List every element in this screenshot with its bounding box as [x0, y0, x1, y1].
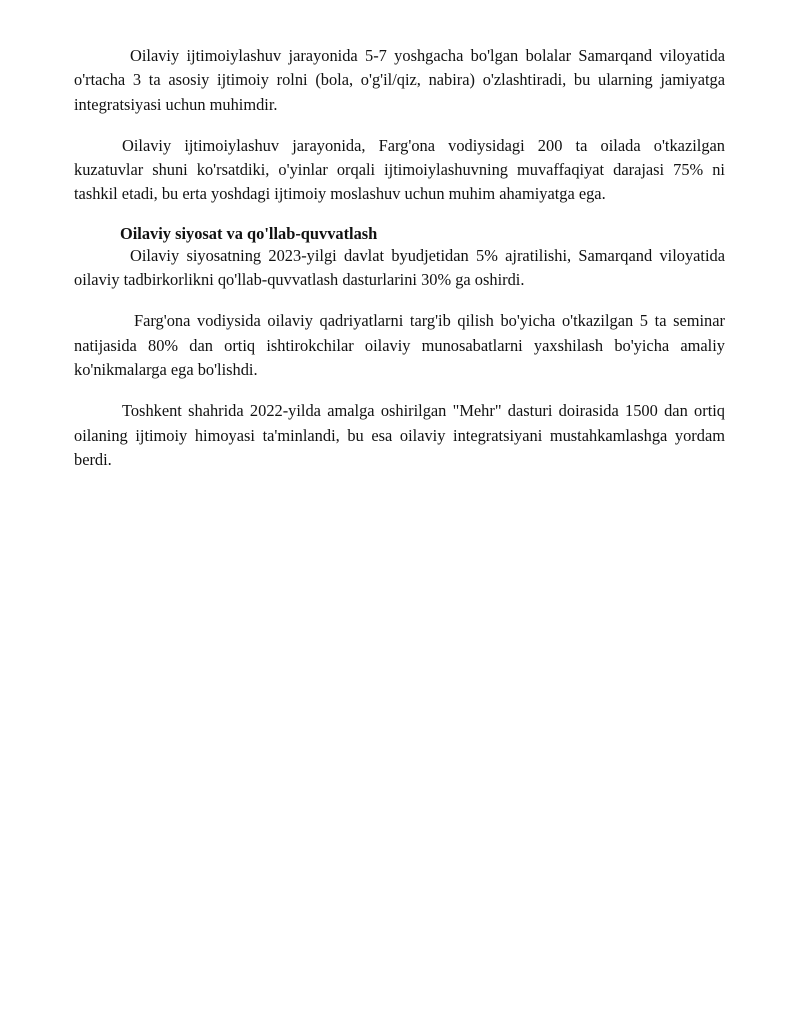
document-page [74, 44, 725, 489]
paragraph-family-values-seminars: Farg'ona vodiysida oilaviy qadriyatlarni targ'ib qilish bo'yicha o'tkazilgan 5 ta seminar natijasida 80% dan ortiq ishtirokchilar oilaviy munosabatlarni yaxshilash bo'yicha amaliy ko'nikmalarga ega bo'lishdi. [74, 311, 725, 379]
paragraph-play-socialization: Oilaviy ijtimoiylashuv jarayonida, Farg'ona vodiysidagi 200 ta oilada o'tkazilgan kuzatuvlar shuni ko'rsatdiki, o'yinlar orqali ijtimoiylashuvning muvaffaqiyat darajasi 75% ni tashkil etadi, bu erta yoshdagi ijtimoiy moslashuv uchun muhim ahamiyatga ega. [74, 135, 725, 204]
paragraph-social-roles: Oilaviy ijtimoiylashuv jarayonida 5-7 yoshgacha bo'lgan bolalar Samarqand viloyatida o'rtacha 3 ta asosiy ijtimoiy rolni (bola, o'g'il/qiz, nabira) o'zlashtiradi, bu ularning jamiyatga integratsiyasi uchun muhimdir. [74, 46, 725, 114]
section-heading: Oilaviy siyosat va qo'llab-quvvatlash [120, 223, 378, 243]
paragraph-mehr-program: Toshkent shahrida 2022-yilda amalga oshirilgan "Mehr" dasturi doirasida 1500 dan ortiq oilaning ijtimoiy himoyasi ta'minlandi, bu esa oilaviy integratsiyani mustahkamlashga yordam berdi. [74, 401, 725, 469]
paragraph-family-policy-budget: Oilaviy siyosatning 2023-yilgi davlat byudjetidan 5% ajratilishi, Samarqand viloyatida oilaviy tadbirkorlikni qo'llab-quvvatlash dasturlarini 30% ga oshirdi. [74, 245, 725, 290]
